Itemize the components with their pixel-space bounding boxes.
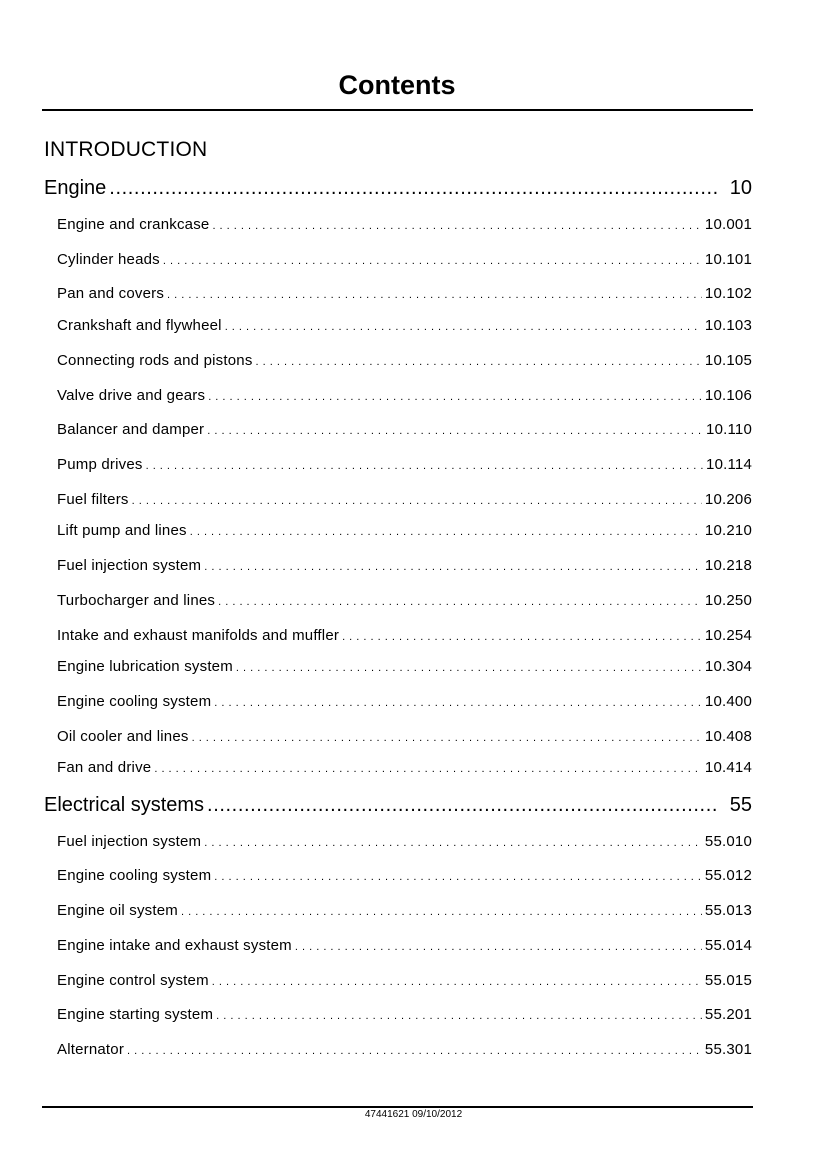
toc-entry-label: Lift pump and lines	[57, 522, 187, 539]
dot-leader	[214, 867, 702, 887]
dot-leader	[204, 833, 702, 853]
toc-entry-number: 10.210	[704, 522, 752, 539]
dot-leader	[208, 387, 702, 407]
dot-leader	[295, 937, 702, 957]
toc-entry[interactable]	[57, 1040, 752, 1061]
dot-leader	[212, 972, 702, 992]
toc-entry-number: 55.014	[704, 937, 752, 954]
toc-section-number: 10	[729, 177, 752, 199]
dot-leader	[218, 592, 702, 612]
dot-leader	[146, 456, 703, 476]
toc-entry-number: 55.010	[704, 833, 752, 850]
page-title: Contents	[338, 70, 456, 100]
toc-entry-number: 10.110	[706, 421, 752, 438]
toc-entry-label: Oil cooler and lines	[57, 728, 189, 745]
toc-entry[interactable]	[57, 591, 752, 612]
toc-entry-label: Engine intake and exhaust system	[57, 937, 292, 954]
dot-leader	[109, 176, 719, 200]
toc-entry[interactable]	[57, 657, 752, 678]
toc-entry-label: Engine oil system	[57, 902, 178, 919]
title-divider	[42, 109, 753, 111]
toc-entry-label: Alternator	[57, 1041, 125, 1058]
toc-entry[interactable]	[57, 626, 752, 647]
toc-entry-label: Connecting rods and pistons	[57, 352, 253, 369]
toc-entry[interactable]	[57, 832, 752, 853]
toc-entry-number: 10.218	[704, 557, 752, 574]
dot-leader	[207, 421, 703, 441]
introduction-heading: INTRODUCTION	[44, 138, 208, 161]
toc-entry-label: Engine lubrication system	[57, 658, 233, 675]
toc-entry[interactable]	[57, 490, 752, 511]
toc-entry[interactable]	[57, 727, 752, 748]
toc-entry[interactable]	[57, 284, 752, 305]
toc-entry-number: 10.400	[704, 693, 752, 710]
toc-entry-label: Crankshaft and flywheel	[57, 317, 222, 334]
toc-entry-number: 10.414	[704, 759, 752, 776]
toc-entry-number: 55.012	[704, 867, 752, 884]
toc-section-label: Engine	[44, 177, 107, 199]
toc-entry-label: Pan and covers	[57, 285, 165, 302]
toc-entry[interactable]	[57, 758, 752, 779]
toc-entry[interactable]	[57, 455, 752, 476]
dot-leader	[214, 693, 702, 713]
toc-entry-label: Fuel filters	[57, 491, 129, 508]
toc-entry-number: 10.408	[704, 728, 752, 745]
toc-entry-label: Valve drive and gears	[57, 387, 206, 404]
toc-entry[interactable]	[57, 386, 752, 407]
toc-entry-number: 10.105	[704, 352, 752, 369]
toc-entry[interactable]	[57, 420, 752, 441]
dot-leader	[216, 1006, 702, 1026]
toc-entry-label: Cylinder heads	[57, 251, 160, 268]
toc-entry[interactable]	[57, 215, 752, 236]
toc-entry[interactable]	[57, 556, 752, 577]
toc-entry-label: Engine control system	[57, 972, 209, 989]
dot-leader	[236, 658, 702, 678]
dot-leader	[190, 522, 702, 542]
toc-entry-number: 10.254	[704, 627, 752, 644]
toc-entry[interactable]	[57, 521, 752, 542]
dot-leader	[225, 317, 702, 337]
toc-entry-number: 10.001	[704, 216, 752, 233]
toc-entry-number: 55.015	[704, 972, 752, 989]
toc-entry-number: 10.103	[704, 317, 752, 334]
toc-entry[interactable]	[57, 971, 752, 992]
dot-leader	[256, 352, 702, 372]
toc-section-engine[interactable]	[44, 176, 752, 200]
dot-leader	[167, 285, 702, 305]
toc-entry-label: Intake and exhaust manifolds and muffler	[57, 627, 340, 644]
toc-entry-label: Engine cooling system	[57, 693, 212, 710]
toc-entry-label: Engine cooling system	[57, 867, 212, 884]
toc-entry-number: 10.250	[704, 592, 752, 609]
toc-entry-number: 55.201	[704, 1006, 752, 1023]
toc-section-number: 55	[729, 794, 752, 816]
toc-entry-number: 55.301	[704, 1041, 752, 1058]
toc-entry[interactable]	[57, 316, 752, 337]
dot-leader	[127, 1041, 702, 1061]
toc-entry-number: 10.101	[704, 251, 752, 268]
dot-leader	[204, 557, 702, 577]
toc-entry-number: 10.102	[704, 285, 752, 302]
dot-leader	[192, 728, 702, 748]
document-footer: 47441621 09/10/2012	[364, 1109, 463, 1120]
toc-entry-label: Fuel injection system	[57, 557, 202, 574]
toc-entry[interactable]	[57, 1005, 752, 1026]
toc-entry-label: Fan and drive	[57, 759, 152, 776]
toc-section-electrical-systems[interactable]	[44, 793, 752, 817]
toc-entry-number: 55.013	[704, 902, 752, 919]
toc-section-label: Electrical systems	[44, 794, 205, 816]
dot-leader	[132, 491, 702, 511]
dot-leader	[181, 902, 702, 922]
toc-entry-label: Turbocharger and lines	[57, 592, 216, 609]
footer-divider	[42, 1106, 753, 1108]
toc-entry-number: 10.206	[704, 491, 752, 508]
toc-entry-label: Pump drives	[57, 456, 143, 473]
toc-entry-number: 10.114	[706, 456, 752, 473]
toc-entry-label: Engine and crankcase	[57, 216, 210, 233]
toc-entry-number: 10.304	[704, 658, 752, 675]
toc-entry-label: Fuel injection system	[57, 833, 202, 850]
dot-leader	[342, 627, 702, 647]
toc-entry[interactable]	[57, 866, 752, 887]
toc-entry-label: Balancer and damper	[57, 421, 205, 438]
dot-leader	[163, 251, 702, 271]
toc-entry[interactable]	[57, 351, 752, 372]
toc-entry[interactable]	[57, 936, 752, 957]
dot-leader	[207, 793, 719, 817]
toc-entry-label: Engine starting system	[57, 1006, 214, 1023]
dot-leader	[154, 759, 702, 779]
toc-entry[interactable]	[57, 250, 752, 271]
toc-entry[interactable]	[57, 901, 752, 922]
toc-entry[interactable]	[57, 692, 752, 713]
toc-entry-number: 10.106	[704, 387, 752, 404]
dot-leader	[212, 216, 701, 236]
